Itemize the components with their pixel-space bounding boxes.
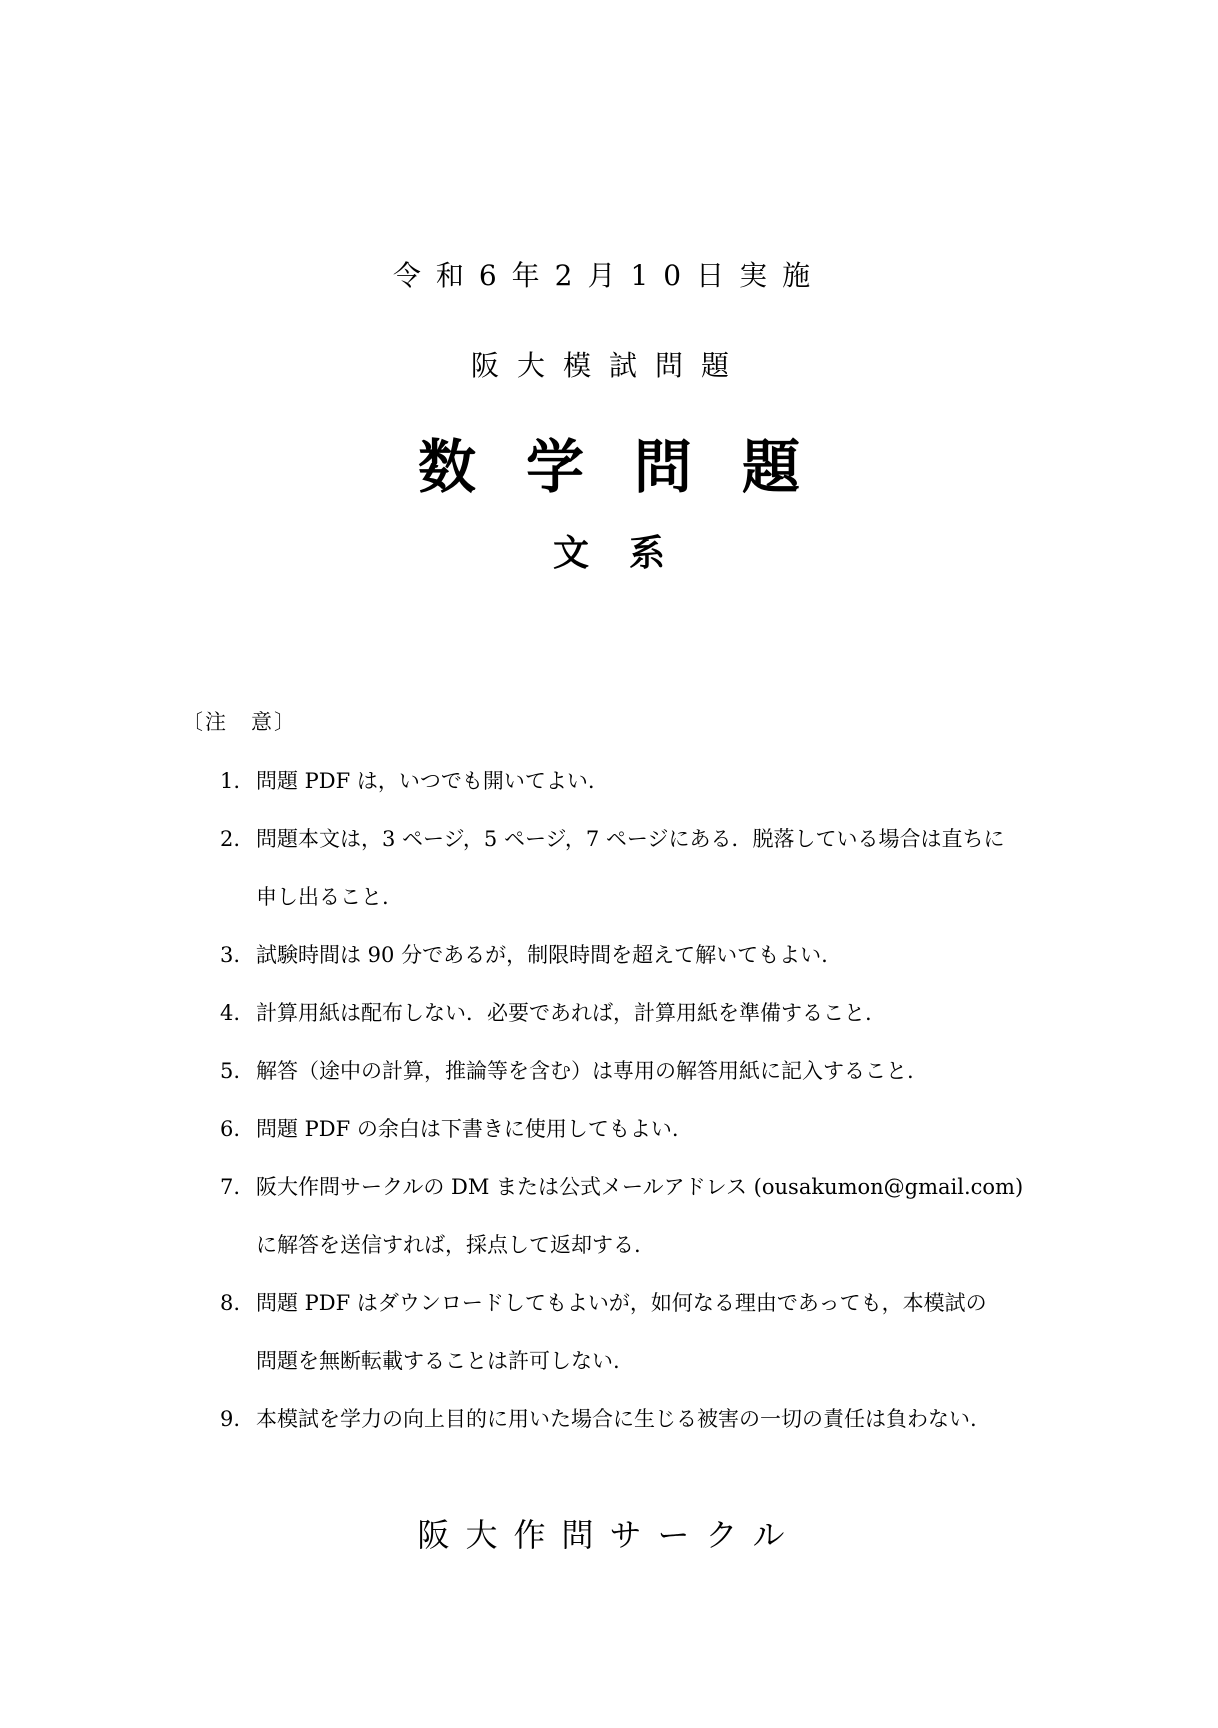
notice-heading: 〔注 意〕 bbox=[182, 710, 297, 734]
notice-item-4 bbox=[220, 984, 1040, 1042]
notice-item-3 bbox=[220, 926, 1040, 984]
notice-number: 4. bbox=[220, 1001, 241, 1025]
notice-text: 解答（途中の計算，推論等を含む）は専用の解答用紙に記入すること. bbox=[256, 1059, 914, 1083]
notice-number: 8. bbox=[220, 1291, 241, 1315]
exam-subtitle: 阪大模試問題 bbox=[470, 349, 747, 382]
notice-item-7 bbox=[220, 1158, 1040, 1274]
notice-number: 3. bbox=[220, 943, 241, 967]
notice-text-continued: 申し出ること. bbox=[256, 885, 389, 909]
notice-text: 問題 PDF の余白は下書きに使用してもよい. bbox=[256, 1117, 679, 1141]
notice-item-5 bbox=[220, 1042, 1040, 1100]
notice-text: 問題 PDF はダウンロードしてもよいが，如何なる理由であっても，本模試の bbox=[256, 1291, 987, 1315]
notice-number: 5. bbox=[220, 1059, 241, 1083]
notice-number: 1. bbox=[220, 769, 241, 793]
notice-number: 2. bbox=[220, 827, 241, 851]
notice-item-1 bbox=[220, 752, 1040, 810]
notice-number: 9. bbox=[220, 1407, 241, 1431]
notice-list bbox=[220, 752, 1040, 1448]
notice-text: 問題本文は，3 ページ，5 ページ，7 ページにある．脱落している場合は直ちに bbox=[256, 827, 1005, 851]
notice-item-6 bbox=[220, 1100, 1040, 1158]
course-label: 文系 bbox=[552, 533, 705, 574]
notice-number: 6. bbox=[220, 1117, 241, 1141]
notice-item-9 bbox=[220, 1390, 1040, 1448]
organization-name: 阪大作問サークル bbox=[417, 1516, 801, 1554]
notice-text: 阪大作問サークルの DM または公式メールアドレス (ousakumon@gmail.com) bbox=[256, 1175, 1024, 1199]
notice-item-8 bbox=[220, 1274, 1040, 1390]
notice-text: 問題 PDF は，いつでも開いてよい. bbox=[256, 769, 595, 793]
page-title: 数学問題 bbox=[417, 433, 850, 501]
notice-item-2 bbox=[220, 810, 1040, 926]
notice-text-continued: に解答を送信すれば，採点して返却する. bbox=[256, 1233, 641, 1257]
notice-text: 計算用紙は配布しない．必要であれば，計算用紙を準備すること. bbox=[256, 1001, 872, 1025]
exam-date: 令和6年2月10日実施 bbox=[392, 259, 826, 292]
notice-number: 7. bbox=[220, 1175, 241, 1199]
notice-text: 試験時間は 90 分であるが，制限時間を超えて解いてもよい. bbox=[256, 943, 828, 967]
notice-text-continued: 問題を無断転載することは許可しない. bbox=[256, 1349, 620, 1373]
notice-text: 本模試を学力の向上目的に用いた場合に生じる被害の一切の責任は負わない. bbox=[256, 1407, 977, 1431]
